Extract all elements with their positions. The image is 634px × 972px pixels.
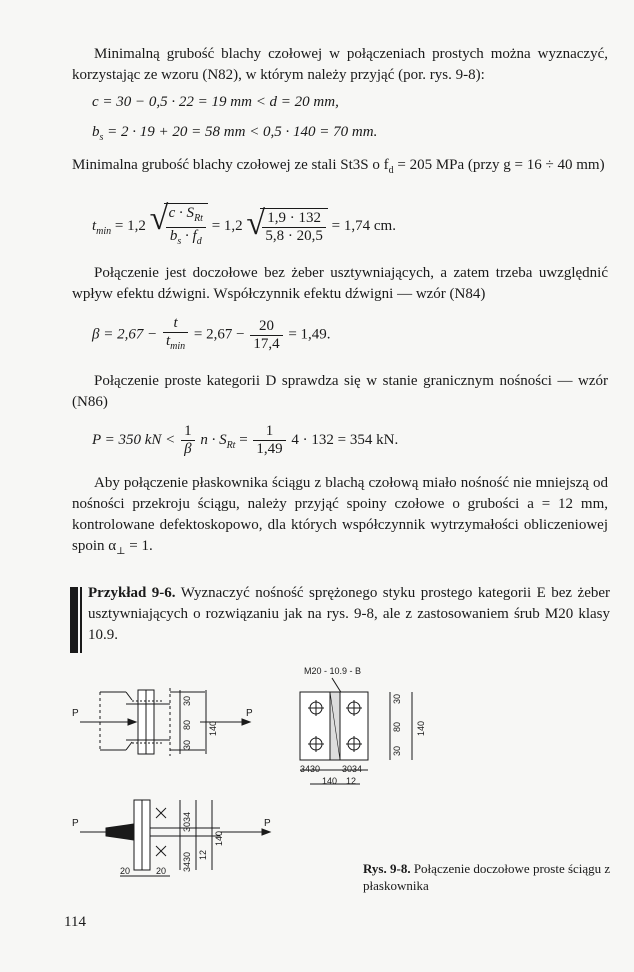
dim-3430-b: 3430 [182, 851, 192, 872]
dim-12-a: 12 [346, 776, 357, 786]
label-p-right-bottom: P [264, 818, 271, 829]
label-p-left-bottom: P [72, 818, 79, 829]
page-number: 114 [64, 914, 86, 930]
dim-30-b: 30 [182, 739, 192, 750]
sqrt-1: √ $\frac{c \cdot S_{Rt}}{b_s \cdot f_d}$ [150, 203, 208, 250]
dim-20-a: 20 [120, 866, 131, 876]
dim-30-d: 30 [392, 745, 402, 756]
dim-140-d: 140 [214, 830, 224, 846]
equation-bs: $b_s = 2 \cdot 19 + 20 = 58$ mm < 0,5 · 140 = 70 mm. [92, 124, 378, 143]
dim-140-c: 140 [322, 776, 338, 786]
dim-30-c: 30 [392, 693, 402, 704]
dim-140-a: 140 [208, 720, 218, 736]
bolt-label: M20 - 10.9 - B [304, 666, 362, 676]
figure-caption: Rys. 9-8. Połączenie doczołowe proste ściągu z płaskownika [363, 861, 611, 893]
side-view-top [72, 688, 253, 756]
equation-beta: β = 2,67 − $\frac{t}{t_{min}}$ = 2,67 − $\frac{20}{17,4}$ = 1,49. [92, 315, 331, 352]
label-p-right-top: P [246, 708, 253, 719]
sqrt-2: √ $\frac{1,9 \cdot 132}{5,8 \cdot 20,5}$ [246, 208, 328, 245]
dim-12-b: 12 [198, 849, 208, 860]
dim-140-b: 140 [416, 720, 426, 736]
dim-30-a: 30 [182, 695, 192, 706]
dim-3034-b: 3034 [182, 811, 192, 832]
example-rule-thin [80, 587, 82, 653]
label-p-left-top: P [72, 708, 79, 719]
example-text: Przykład 9-6. Wyznaczyć nośność sprężonego styku prostego kategorii E bez żeber usztywniających o rozwiązaniu jak na rys. 9-8, ale z zastosowaniem śrub M20 klasy 10.9. [88, 585, 611, 643]
side-view-bottom [72, 800, 271, 876]
dim-3034-a: 3034 [342, 764, 363, 774]
dim-20-b: 20 [156, 866, 167, 876]
equation-p: P = 350 kN < $\frac{1}{\beta}$ $n \cdot S_{Rt}$ = $\frac{1}{1,49}$ 4 · 132 = 354 kN. [92, 423, 399, 457]
equation-tmin: $t_{min} = 1,2$ √ $\frac{c \cdot S_{Rt}}{b_s \cdot f_d}$ = 1,2 √ $\frac{1,9 \cdot 132}{5,8 \cdot 20,5}$ = 1,74 cm. [92, 203, 396, 250]
paragraph-4: Połączenie proste kategorii D sprawdza się w stanie granicznym nośności — wzór (N86) [72, 373, 608, 410]
paragraph-2: Minimalna grubość blachy czołowej ze stali St3S o $f_d = 205$ MPa (przy g = 16 ÷ 40 mm) [72, 157, 605, 176]
paragraph-3: Połączenie jest doczołowe bez żeber usztywniających, a zatem trzeba uwzględnić wpływ efektu dźwigni. Współczynnik efektu dźwigni — wzór (N84) [72, 265, 608, 302]
paragraph-5: Aby połączenie płaskownika ściągu z blachą czołową miało nośność nie mniejszą od nośności przekroju ściągu, należy przyjąć spoiny czołowe o grubości a = 12 mm, kontrolowane defektoskopowo, dla których współczynnik wytrzymałości obliczeniowej spoin $\alpha_\perp = 1$. [72, 475, 608, 557]
dim-3430-a: 3430 [300, 764, 321, 774]
dim-80-a: 80 [182, 719, 192, 730]
equation-c: c = 30 − 0,5 · 22 = 19 mm < d = 20 mm, [92, 94, 339, 110]
figure-9-8 [60, 660, 480, 890]
paragraph-1: Minimalną grubość blachy czołowej w połączeniach prostych można wyznaczyć, korzystając ze wzoru (N82), w którym należy przyjąć (por. rys. 9-8): [72, 46, 608, 83]
example-rule [70, 587, 78, 653]
front-view [300, 666, 426, 786]
dim-80-b: 80 [392, 721, 402, 732]
